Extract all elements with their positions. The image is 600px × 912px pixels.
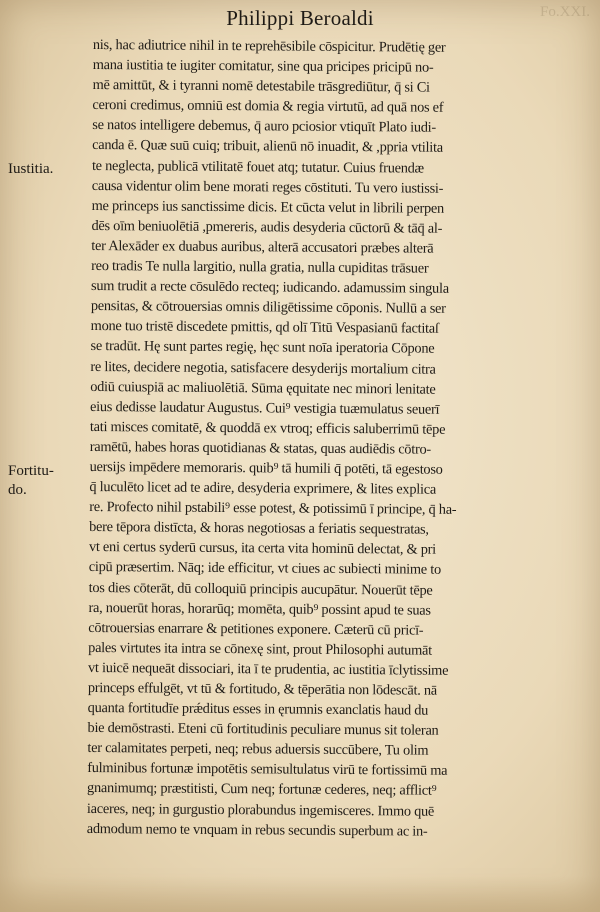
text-line: eius dedisse laudatur Augustus. Cui⁹ vestigia tuæmulatus seuerī bbox=[90, 398, 440, 418]
text-line: mone tuo tristē discedete pmittis, qd olī Titū Vespasianū factitaſ bbox=[90, 318, 439, 338]
text-line: causa videntur olim bene morati reges cōstituti. Tu vero iustissi- bbox=[91, 177, 444, 197]
text-line: pales virtutes ita intra se cōnexę sint, prout Philosophi autumāt bbox=[88, 639, 432, 659]
text-line: re lites, decidere negotia, satisfacere desyderijs mortalium citra bbox=[90, 358, 436, 378]
text-line: pensitas, & cōtrouersias omnis diligētissime cōponis. Nullū a ser bbox=[90, 298, 446, 317]
text-line: ra, nouerūt horas, horarūq; momēta, quib⁹ possint apud te suas bbox=[88, 599, 431, 619]
text-line: ceroni credimus, omniū est domia & regia virtutū, ad quā nos ef bbox=[92, 97, 444, 117]
text-line: tati misces comitatē, & quoddā ex vtroq; efficis saluberrimū tēpe bbox=[89, 418, 446, 438]
text-line: princeps effulgēt, vt tū & fortitudo, & tēperātia non lōdescāt. nā bbox=[87, 679, 438, 699]
marginal-note-iustitia: Iustitia. bbox=[8, 161, 54, 177]
text-line: tos dies cōterāt, dū colloquiū principis aucupātur. Nouerūt tēpe bbox=[88, 579, 433, 599]
text-line: admodum nemo te vnquam in rebus secundis superbum ac in- bbox=[86, 820, 428, 840]
text-line: cipū præsertim. Nāq; ide efficitur, vt ciues ac subiecti minime to bbox=[88, 559, 441, 579]
text-line: mē amittūt, & i tyranni nomē detestabile trāsgrediūtur, q̄ si Ci bbox=[92, 77, 430, 96]
text-line: quanta fortitudīe prǽditus esses in ęrumnis exanclatis haud du bbox=[87, 700, 429, 719]
main-text-block bbox=[87, 35, 573, 842]
text-line: dēs oīm beniuolētiā ,pmereris, audis desyderia cūctorū & tāq̄ al- bbox=[91, 217, 443, 237]
page-edge-shading bbox=[0, 876, 600, 912]
text-line: reo tradis Te nulla largitio, nulla gratia, nulla cupiditas trāsuer bbox=[91, 258, 429, 277]
text-line: me princeps ius sanctissime dicis. Et cūcta velut in librili perpen bbox=[91, 197, 445, 217]
text-line: se natos intelligere debemus, q̄ auro pciosior vtiquīt Plato iudi- bbox=[92, 117, 437, 137]
text-line: te neglecta, publicā vtilitatē fouet atq; tutatur. Cuius fruendæ bbox=[91, 157, 424, 177]
text-line: ramētū, habes horas quotidianas & statas, quas audiēdis cōtro- bbox=[89, 438, 432, 458]
text-line: canda ē. Quæ suū cuiq; tribuit, alienū nō inuadit, & ,ppria vtilita bbox=[92, 137, 443, 157]
text-line: fulminibus fortunæ impotētis semisultulatus virū te fortissimū ma bbox=[87, 760, 448, 780]
text-line: ter Alexāder ex duabus auribus, alterā accusatori præbes alterā bbox=[91, 237, 434, 257]
text-line: ter calamitates perpeti, neq; rebus aduersis succūbere, Tu olim bbox=[87, 740, 429, 759]
text-line: re. Profecto nihil pstabili⁹ esse potest, & potissimū ī principe, q̄ ha- bbox=[89, 499, 457, 519]
text-line: iaceres, neq; in gurgustio plorabundus ingemisceres. Immo quē bbox=[86, 800, 435, 820]
page-number: Fo.XXI. bbox=[539, 4, 590, 20]
text-line: uersijs impēdere memoraris. quib⁹ tā humili q̄ potēti, tā egestoso bbox=[89, 458, 443, 478]
text-line: mana iustitia te iugiter comitatur, sine qua pricipes pricipū no- bbox=[92, 57, 434, 76]
text-line: bie demōstrasti. Eteni cū fortitudinis peculiare munus sit toleran bbox=[87, 720, 439, 739]
marginal-note-fortitudo-1: Fortitu- bbox=[8, 463, 54, 479]
text-line: sum trudit a recte cōsulēdo recteq; iudicando. adamussim singula bbox=[90, 278, 449, 297]
text-line: bere tēpora distīcta, & horas negotiosas a feriatis sequestratas, bbox=[89, 519, 429, 538]
text-line: se tradūt. Hę sunt partes regię, hęc sunt noīa iperatoria Cōpone bbox=[90, 338, 435, 358]
text-line: vt eni certus syderū cursus, ita certa vita hominū delectat, & pri bbox=[88, 539, 436, 559]
marginal-note-fortitudo-2: do. bbox=[8, 482, 27, 498]
text-line: cōtrouersias enarrare & petitiones exponere. Cæterū cū pricī- bbox=[88, 619, 424, 639]
text-line: q̄ luculēto licet ad te adire, desyderia exprimere, & lites explica bbox=[89, 479, 437, 498]
running-head: Philippi Beroaldi bbox=[226, 6, 374, 30]
text-line: vt iuicē nequeāt dissociari, ita ī te prudentia, ac iustitia īclytissime bbox=[87, 659, 449, 679]
text-line: gnanimumq; præstitisti, Cum neq; fortunæ cederes, neq; afflict⁹ bbox=[87, 780, 437, 800]
text-line: odiū cuiuspiā ac maliuolētiā. Sūma ęquitate nec minori lenitate bbox=[90, 378, 436, 398]
text-line: nis, hac adiutrice nihil in te reprehēsibile cōspicitur. Prudētię ger bbox=[92, 36, 446, 56]
